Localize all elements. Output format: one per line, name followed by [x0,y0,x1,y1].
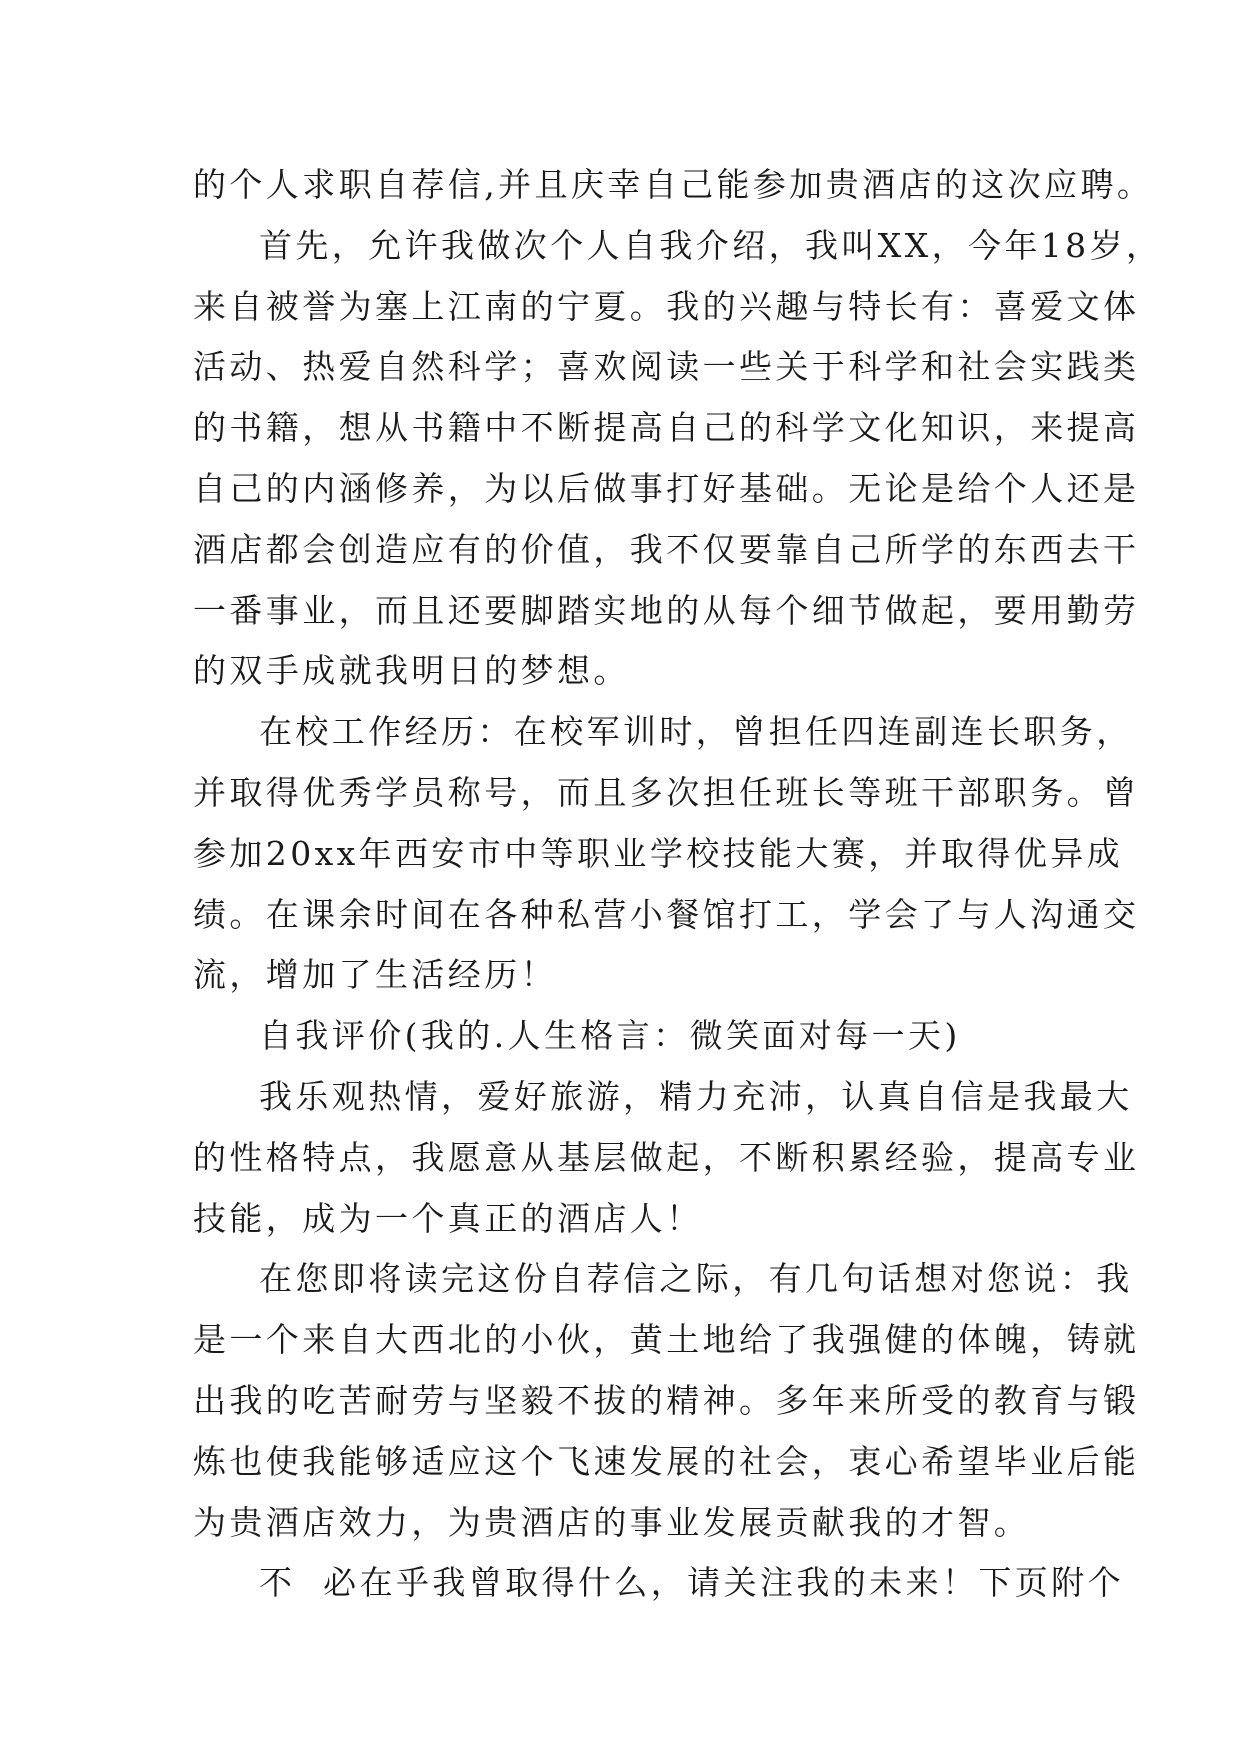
text-line: 流，增加了生活经历！ [193,955,557,995]
text-line: 首先，允许我做次个人自我介绍，我叫XX，今年18岁， [259,225,1163,265]
text-line: 来自被誉为塞上江南的宁夏。我的兴趣与特长有：喜爱文体 [193,286,1140,326]
text-line: 为贵酒店效力，为贵酒店的事业发展贡献我的才智。 [193,1502,1031,1542]
text-line: 酒店都会创造应有的价值，我不仅要靠自己所学的东西去干 [193,529,1140,569]
text-line: 的书籍，想从书籍中不断提高自己的科学文化知识，来提高 [193,408,1140,448]
text-line: 自我评价(我的.人生格言：微笑面对每一天) [259,1016,961,1056]
text-line: 的性格特点，我愿意从基层做起，不断积累经验，提高专业 [193,1137,1140,1177]
text-line: 自己的内涵修养，为以后做事打好基础。无论是给个人还是 [193,468,1140,508]
text-line: 在校工作经历：在校军训时，曾担任四连副连长职务， [259,712,1133,752]
text-line: 的双手成就我明日的梦想。 [193,651,630,691]
text-line: 参加20xx年西安市中等职业学校技能大赛，并取得优异成 [193,833,1124,873]
text-line: 出我的吃苦耐劳与坚毅不拔的精神。多年来所受的教育与锻 [193,1380,1140,1420]
letter-body [193,155,1163,1614]
text-line: 炼也使我能够适应这个飞速发展的社会，衷心希望毕业后能 [193,1441,1140,1481]
text-line: 技能，成为一个真正的酒店人！ [193,1198,703,1238]
text-line: 绩。在课余时间在各种私营小餐馆打工，学会了与人沟通交 [193,894,1140,934]
text-line: 在您即将读完这份自荐信之际，有几句话想对您说：我 [259,1259,1133,1299]
text-line: 活动、热爱自然科学；喜欢阅读一些关于科学和社会实践类 [193,347,1140,387]
text-line: 一番事业，而且还要脚踏实地的从每个细节做起，要用勤劳 [193,590,1140,630]
text-line: 并取得优秀学员称号，而且多次担任班长等班干部职务。曾 [193,772,1140,812]
text-line: 我乐观热情，爱好旅游，精力充沛，认真自信是我最大 [259,1076,1133,1116]
text-line: 的个人求职自荐信,并且庆幸自己能参加贵酒店的这次应聘。 [193,165,1154,204]
text-line: 不 必在乎我曾取得什么，请关注我的未来！下页附个 [259,1563,1124,1603]
text-line: 是一个来自大西北的小伙，黄土地给了我强健的体魄，铸就 [193,1320,1140,1360]
